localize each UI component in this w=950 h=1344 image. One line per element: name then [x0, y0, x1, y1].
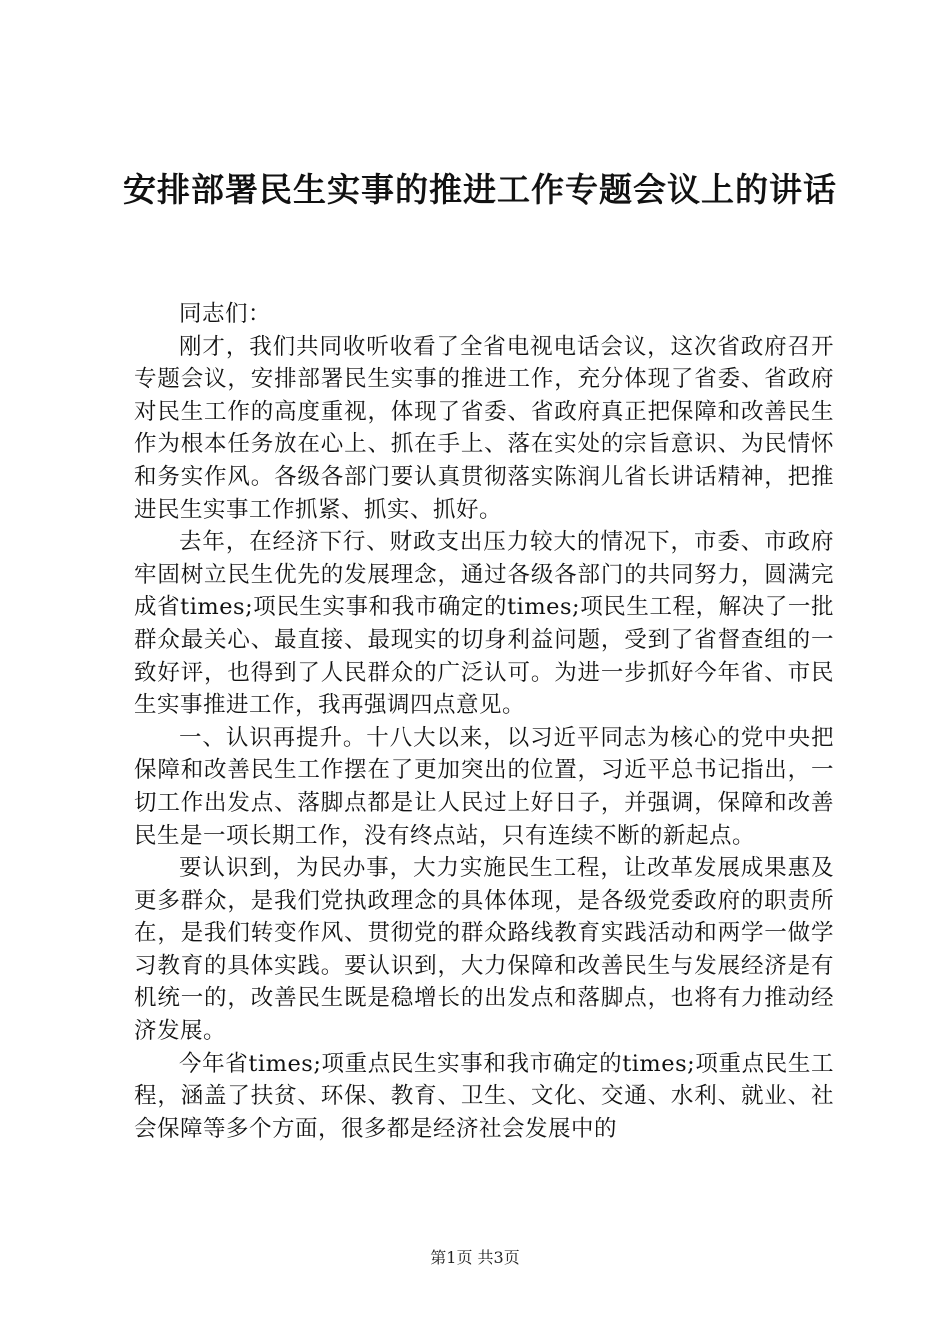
paragraph: 要认识到，为民办事，大力实施民生工程，让改革发展成果惠及更多群众，是我们党执政理念的具体体现，是各级党委政府的职责所在，是我们转变作风、贯彻党的群众路线教育实践活动和两学一做学习教育的具体实践。要认识到，大力保障和改善民生与发展经济是有机统一的，改善民生既是稳增长的出发点和落脚点，也将有力推动经济发展。	[134, 855, 834, 1045]
paragraph: 刚才，我们共同收听收看了全省电视电话会议，这次省政府召开专题会议，安排部署民生实事的推进工作，充分体现了省委、省政府对民生工作的高度重视，体现了省委、省政府真正把保障和改善民生作为根本任务放在心上、抓在手上、落在实处的宗旨意识、为民情怀和务实作风。各级各部门要认真贯彻落实陈润儿省长讲话精神，把推进民生实事工作抓紧、抓实、抓好。	[134, 333, 834, 523]
page-footer: 第1页 共3页	[430, 1248, 520, 1267]
document-body	[134, 298, 834, 1145]
paragraph: 去年，在经济下行、财政支出压力较大的情况下，市委、市政府牢固树立民生优先的发展理念，通过各级各部门的共同努力，圆满完成省times;项民生实事和我市确定的times;项民生工程，解决了一批群众最关心、最直接、最现实的切身利益问题，受到了省督查组的一致好评，也得到了人民群众的广泛认可。为进一步抓好今年省、市民生实事推进工作，我再强调四点意见。	[134, 529, 834, 719]
document-title: 安排部署民生实事的推进工作专题会议上的讲话	[123, 170, 837, 209]
salutation: 同志们：	[179, 301, 272, 327]
paragraph: 一、认识再提升。十八大以来，以习近平同志为核心的党中央把保障和改善民生工作摆在了更加突出的位置，习近平总书记指出，一切工作出发点、落脚点都是让人民过上好日子，并强调，保障和改善民生是一项长期工作，没有终点站，只有连续不断的新起点。	[134, 724, 834, 849]
paragraph: 今年省times;项重点民生实事和我市确定的times;项重点民生工程，涵盖了扶贫、环保、教育、卫生、文化、交通、水利、就业、社会保障等多个方面，很多都是经济社会发展中的	[134, 1050, 834, 1142]
